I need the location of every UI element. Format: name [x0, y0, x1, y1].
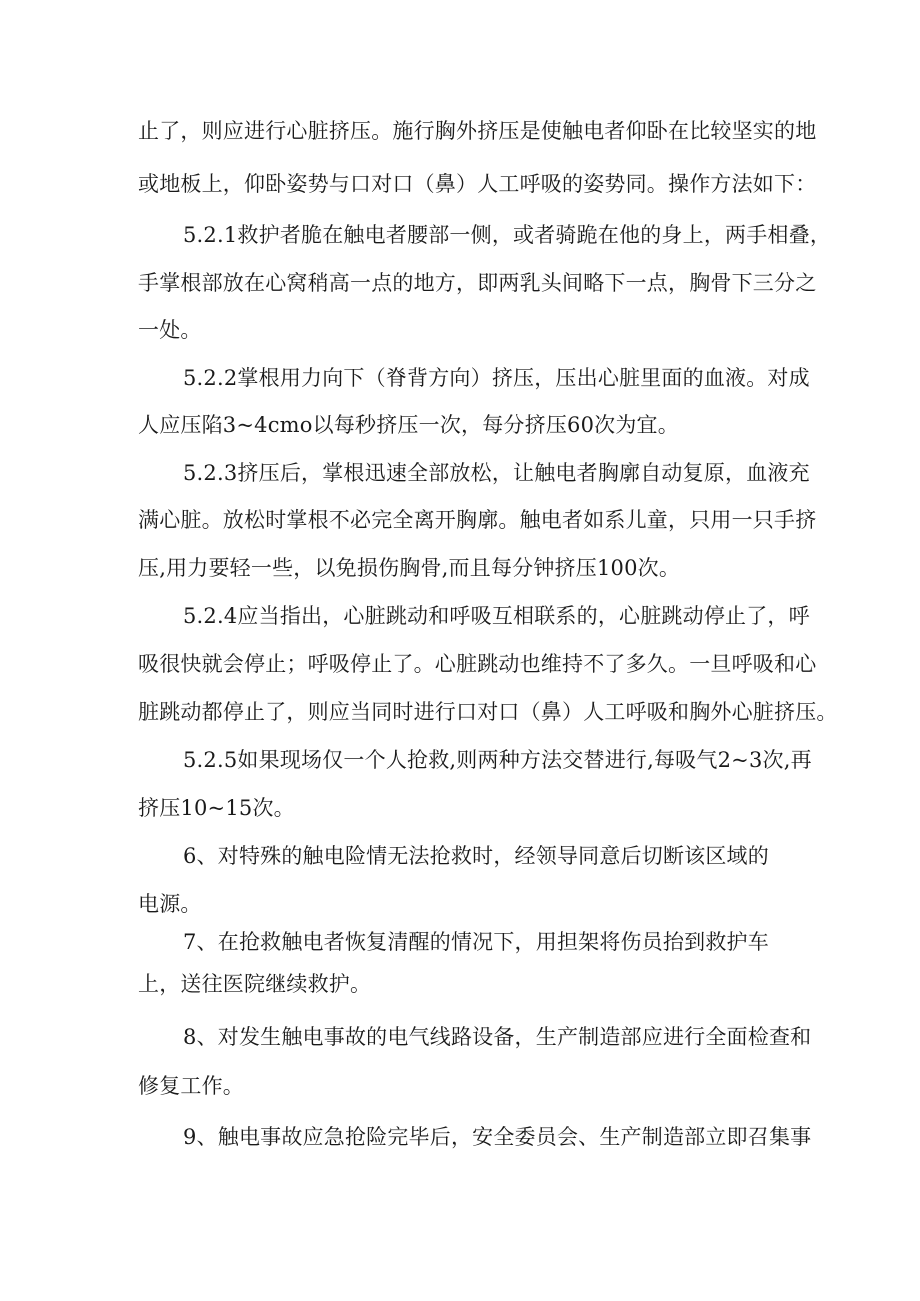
- text-line: 脏跳动都停止了，则应当同时进行口对口（鼻）人工呼吸和胸外心脏挤压。: [138, 700, 838, 724]
- text-line: 5.2.2掌根用力向下（脊背方向）挤压，压出心脏里面的血液。对成: [183, 366, 810, 390]
- text-line: 一处。: [138, 318, 202, 342]
- text-line: 5.2.4应当指出，心脏跳动和呼吸互相联系的，心脏跳动停止了，呼: [183, 604, 810, 628]
- text-line: 手掌根部放在心窝稍高一点的地方，即两乳头间略下一点，胸骨下三分之: [138, 271, 817, 295]
- text-line: 或地板上，仰卧姿势与口对口（鼻）人工呼吸的姿势同。操作方法如下：: [138, 172, 817, 196]
- text-line: 7、在抢救触电者恢复清醒的情况下，用担架将伤员抬到救护车: [183, 930, 769, 954]
- text-line: 5.2.5如果现场仅一个人抢救,则两种方法交替进行,每吸气2~3次,再: [183, 748, 812, 772]
- text-line: 挤压10~15次。: [138, 796, 295, 820]
- text-line: 5.2.3挤压后，掌根迅速全部放松，让触电者胸廓自动复原，血液充: [183, 461, 810, 485]
- text-line: 电源。: [138, 892, 202, 916]
- text-line: 5.2.1救护者脆在触电者腰部一侧，或者骑跪在他的身上，两手相叠，: [183, 223, 832, 247]
- text-line: 修复工作。: [138, 1074, 244, 1098]
- text-line: 人应压陷3~4cmo以每秒挤压一次，每分挤压60次为宜。: [138, 413, 679, 437]
- text-line: 吸很快就会停止；呼吸停止了。心脏跳动也维持不了多久。一旦呼吸和心: [138, 652, 817, 676]
- text-line: 6、对特殊的触电险情无法抢救时，经领导同意后切断该区域的: [183, 844, 769, 868]
- text-line: 8、对发生触电事故的电气线路设备，生产制造部应进行全面检查和: [183, 1025, 812, 1049]
- text-line: 满心脏。放松时掌根不必完全离开胸廓。触电者如系儿童，只用一只手挤: [138, 508, 817, 532]
- text-line: 止了，则应进行心脏挤压。施行胸外挤压是使触电者仰卧在比较坚实的地: [138, 119, 817, 143]
- text-line: 压,用力要轻一些，以免损伤胸骨,而且每分钟挤压100次。: [138, 556, 681, 580]
- text-line: 9、触电事故应急抢险完毕后，安全委员会、生产制造部立即召集事: [183, 1125, 812, 1149]
- text-line: 上，送往医院继续救护。: [138, 972, 372, 996]
